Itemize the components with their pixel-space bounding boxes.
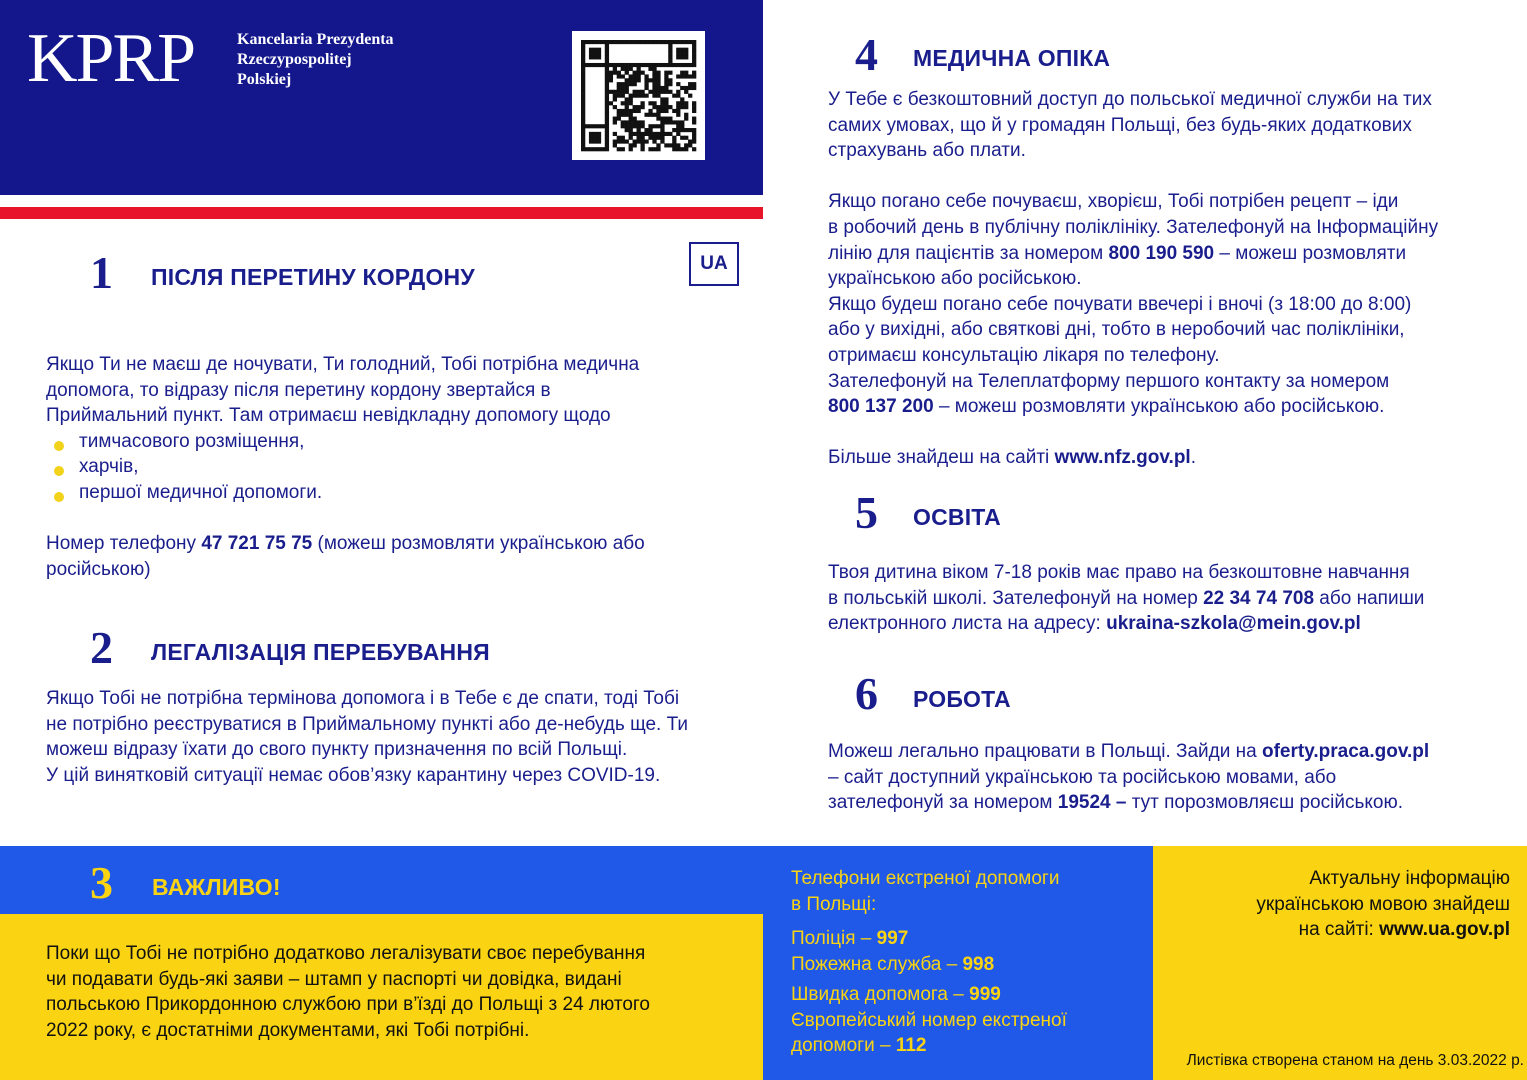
text-line: польською Прикордонною службою при в’їзді до Польщі з 24 лютого xyxy=(46,994,650,1016)
text-line: Якщо погано себе почуваєш, хворієш, Тобі потрібен рецепт – іди xyxy=(828,191,1399,213)
language-badge: UA xyxy=(689,242,739,286)
text-line xyxy=(828,586,1518,612)
text-span: або напиши xyxy=(1314,587,1425,609)
ambulance-number[interactable]: 999 xyxy=(969,984,1001,1006)
school-phone[interactable]: 22 34 74 708 xyxy=(1203,587,1315,609)
text-span: – можеш розмовляти xyxy=(1214,242,1407,264)
work-offers-link[interactable]: oferty.praca.gov.pl xyxy=(1261,741,1430,762)
section-5-title: ОСВІТА xyxy=(913,504,1001,530)
text-span: . xyxy=(1190,447,1196,469)
patient-line-phone[interactable]: 800 190 590 xyxy=(1108,242,1215,264)
section-2-body xyxy=(46,686,756,788)
text-line: отримаєш консультацію лікаря по телефону. xyxy=(828,344,1220,366)
text-line: в Польщі: xyxy=(791,893,877,915)
text-line: в робочий день в публічну поліклініку. Зателефонуй на Інформаційну xyxy=(828,216,1439,238)
text-span: Більше знайдеш на сайті xyxy=(828,447,1055,469)
section-3-header-band xyxy=(0,846,763,914)
work-phone[interactable]: 19524 – xyxy=(1057,792,1127,814)
text-span: в польській школі. Зателефонуй на номер xyxy=(828,587,1204,609)
ua-gov-link[interactable]: www.ua.gov.pl xyxy=(1379,919,1510,941)
qr-code[interactable] xyxy=(572,31,705,160)
phone-note: (можеш розмовляти українською або xyxy=(312,533,645,555)
section-2-title: ЛЕГАЛІЗАЦІЯ ПЕРЕБУВАННЯ xyxy=(151,639,490,665)
office-name xyxy=(237,30,394,90)
qr-code-icon xyxy=(572,31,705,160)
text-span: Поліція – xyxy=(791,928,877,949)
section-6-title: РОБОТА xyxy=(913,686,1011,712)
section-3-number: 3 xyxy=(90,857,113,908)
eu-emergency-number[interactable]: 112 xyxy=(895,1035,927,1057)
text-line xyxy=(828,611,1518,637)
fire-line xyxy=(791,952,1141,978)
section-1-title: ПІСЛЯ ПЕРЕТИНУ КОРДОНУ xyxy=(151,264,475,290)
kprp-logo: KPRP xyxy=(27,20,195,97)
section-6-body xyxy=(828,739,1518,816)
text-line xyxy=(828,790,1518,816)
phone-line xyxy=(46,531,746,557)
emergency-list xyxy=(791,926,1141,1059)
eu-line xyxy=(791,1033,1141,1059)
text-line: Якщо Ти не маєш де ночувати, Ти голодний, Тобі потрібна медична xyxy=(46,354,640,375)
list-item: першої медичної допомоги. xyxy=(46,480,746,506)
text-span: електронного листа на адресу: xyxy=(828,613,1107,635)
office-line: Polskiej xyxy=(237,71,292,88)
fire-number[interactable]: 998 xyxy=(962,953,995,975)
section-4-body xyxy=(828,87,1518,471)
text-line: не потрібно реєструватися в Приймальному пункті або де-небудь ще. Ти xyxy=(46,713,688,735)
section-2-number: 2 xyxy=(90,622,113,673)
text-span: тут порозмовляєш російською. xyxy=(1126,792,1403,814)
text-line: українською мовою знайдеш xyxy=(1256,893,1510,915)
text-span: Швидка допомога – xyxy=(791,984,970,1006)
text-line: 2022 року, є достатніми документами, які Тобі потрібні. xyxy=(46,1019,530,1041)
text-span: – можеш розмовляти українською або російською. xyxy=(933,396,1385,418)
phone-number[interactable]: 47 721 75 75 xyxy=(201,533,313,555)
text-line xyxy=(828,394,1518,420)
text-line: У Тебе є безкоштовний доступ до польської медичної служби на тих xyxy=(828,89,1432,110)
text-line: Якщо будеш погано себе почувати ввечері і вночі (з 18:00 до 8:00) xyxy=(828,293,1412,315)
office-line: Rzeczypospolitej xyxy=(237,51,352,68)
text-line: або у вихідні, або святкові дні, тобто в неробочий час поліклініки, xyxy=(828,319,1405,341)
text-line: Зателефонуй на Телеплатформу першого контакту за номером xyxy=(828,370,1390,392)
section-4-title: МЕДИЧНА ОПІКА xyxy=(913,45,1111,71)
text-line: російською) xyxy=(46,558,151,580)
text-line xyxy=(828,241,1518,267)
section-5-number: 5 xyxy=(855,487,878,538)
list-item: харчів, xyxy=(46,454,746,480)
text-line: самих умовах, що й у громадян Польщі, без будь-яких додаткових xyxy=(828,114,1412,136)
nfz-link[interactable]: www.nfz.gov.pl xyxy=(1054,447,1191,469)
section-1-number: 1 xyxy=(90,247,113,298)
text-line: Телефони екстреної допомоги xyxy=(791,868,1060,889)
text-line: допомога, то відразу після перетину кордону звертайся в xyxy=(46,379,551,401)
text-line: Твоя дитина віком 7-18 років має право на безкоштовне навчання xyxy=(828,562,1410,583)
text-line: українською або російською. xyxy=(828,268,1082,290)
text-line: Поки що Тобі не потрібно додатково легалізувати своє перебування xyxy=(46,943,646,964)
text-span: Можеш легально працювати в Польщі. Зайди на xyxy=(828,741,1262,762)
footer-date: Листівка створена станом на день 3.03.2022 р. xyxy=(1186,1052,1524,1069)
text-line: страхувань або плати. xyxy=(828,140,1026,162)
school-email-link[interactable]: ukraina-szkola@mein.gov.pl xyxy=(1106,613,1361,635)
text-span: зателефонуй за номером xyxy=(828,792,1058,814)
help-list xyxy=(46,429,746,506)
text-line xyxy=(1160,917,1510,943)
red-stripe xyxy=(0,207,763,219)
ambulance-line xyxy=(791,982,1141,1008)
text-line: можеш відразу їхати до свого пункту призначення по всій Польщі. xyxy=(46,739,628,761)
police-number[interactable]: 997 xyxy=(876,928,909,949)
section-6-number: 6 xyxy=(855,668,878,719)
section-5-body xyxy=(828,560,1518,637)
office-line: Kancelaria Prezydenta xyxy=(237,31,394,48)
emergency-title xyxy=(791,866,1141,917)
text-line: Якщо Тобі не потрібна термінова допомога і в Тебе є де спати, тоді Тобі xyxy=(46,688,680,709)
teleplatform-phone[interactable]: 800 137 200 xyxy=(828,396,934,418)
phone-label: Номер телефону xyxy=(46,533,202,555)
text-line: У цій винятковій ситуації немає обов’язку карантину через COVID-19. xyxy=(46,764,661,786)
text-line: Приймальний пункт. Там отримаєш невідкладну допомогу щодо xyxy=(46,405,611,427)
text-line: Європейський номер екстреної xyxy=(791,1009,1067,1031)
text-line: – сайт доступний українською та російською мовами, або xyxy=(828,766,1337,788)
list-item: тимчасового розміщення, xyxy=(46,429,746,455)
text-line xyxy=(828,739,1518,765)
section-3-title: ВАЖЛИВО! xyxy=(152,874,281,900)
text-span: Пожежна служба – xyxy=(791,953,963,975)
text-line xyxy=(828,445,1518,471)
text-span: допомоги – xyxy=(791,1035,896,1057)
section-4-number: 4 xyxy=(855,29,878,80)
text-line: Актуальну інформацію xyxy=(1309,868,1510,889)
text-line: чи подавати будь-які заяви – штамп у паспорті чи довідка, видані xyxy=(46,968,622,990)
section-1-body xyxy=(46,352,746,582)
info-text xyxy=(1160,866,1510,943)
text-span: на сайті: xyxy=(1298,919,1380,941)
police-line xyxy=(791,926,1141,952)
section-3-body xyxy=(46,941,746,1043)
text-span: лінію для пацієнтів за номером xyxy=(828,242,1109,264)
